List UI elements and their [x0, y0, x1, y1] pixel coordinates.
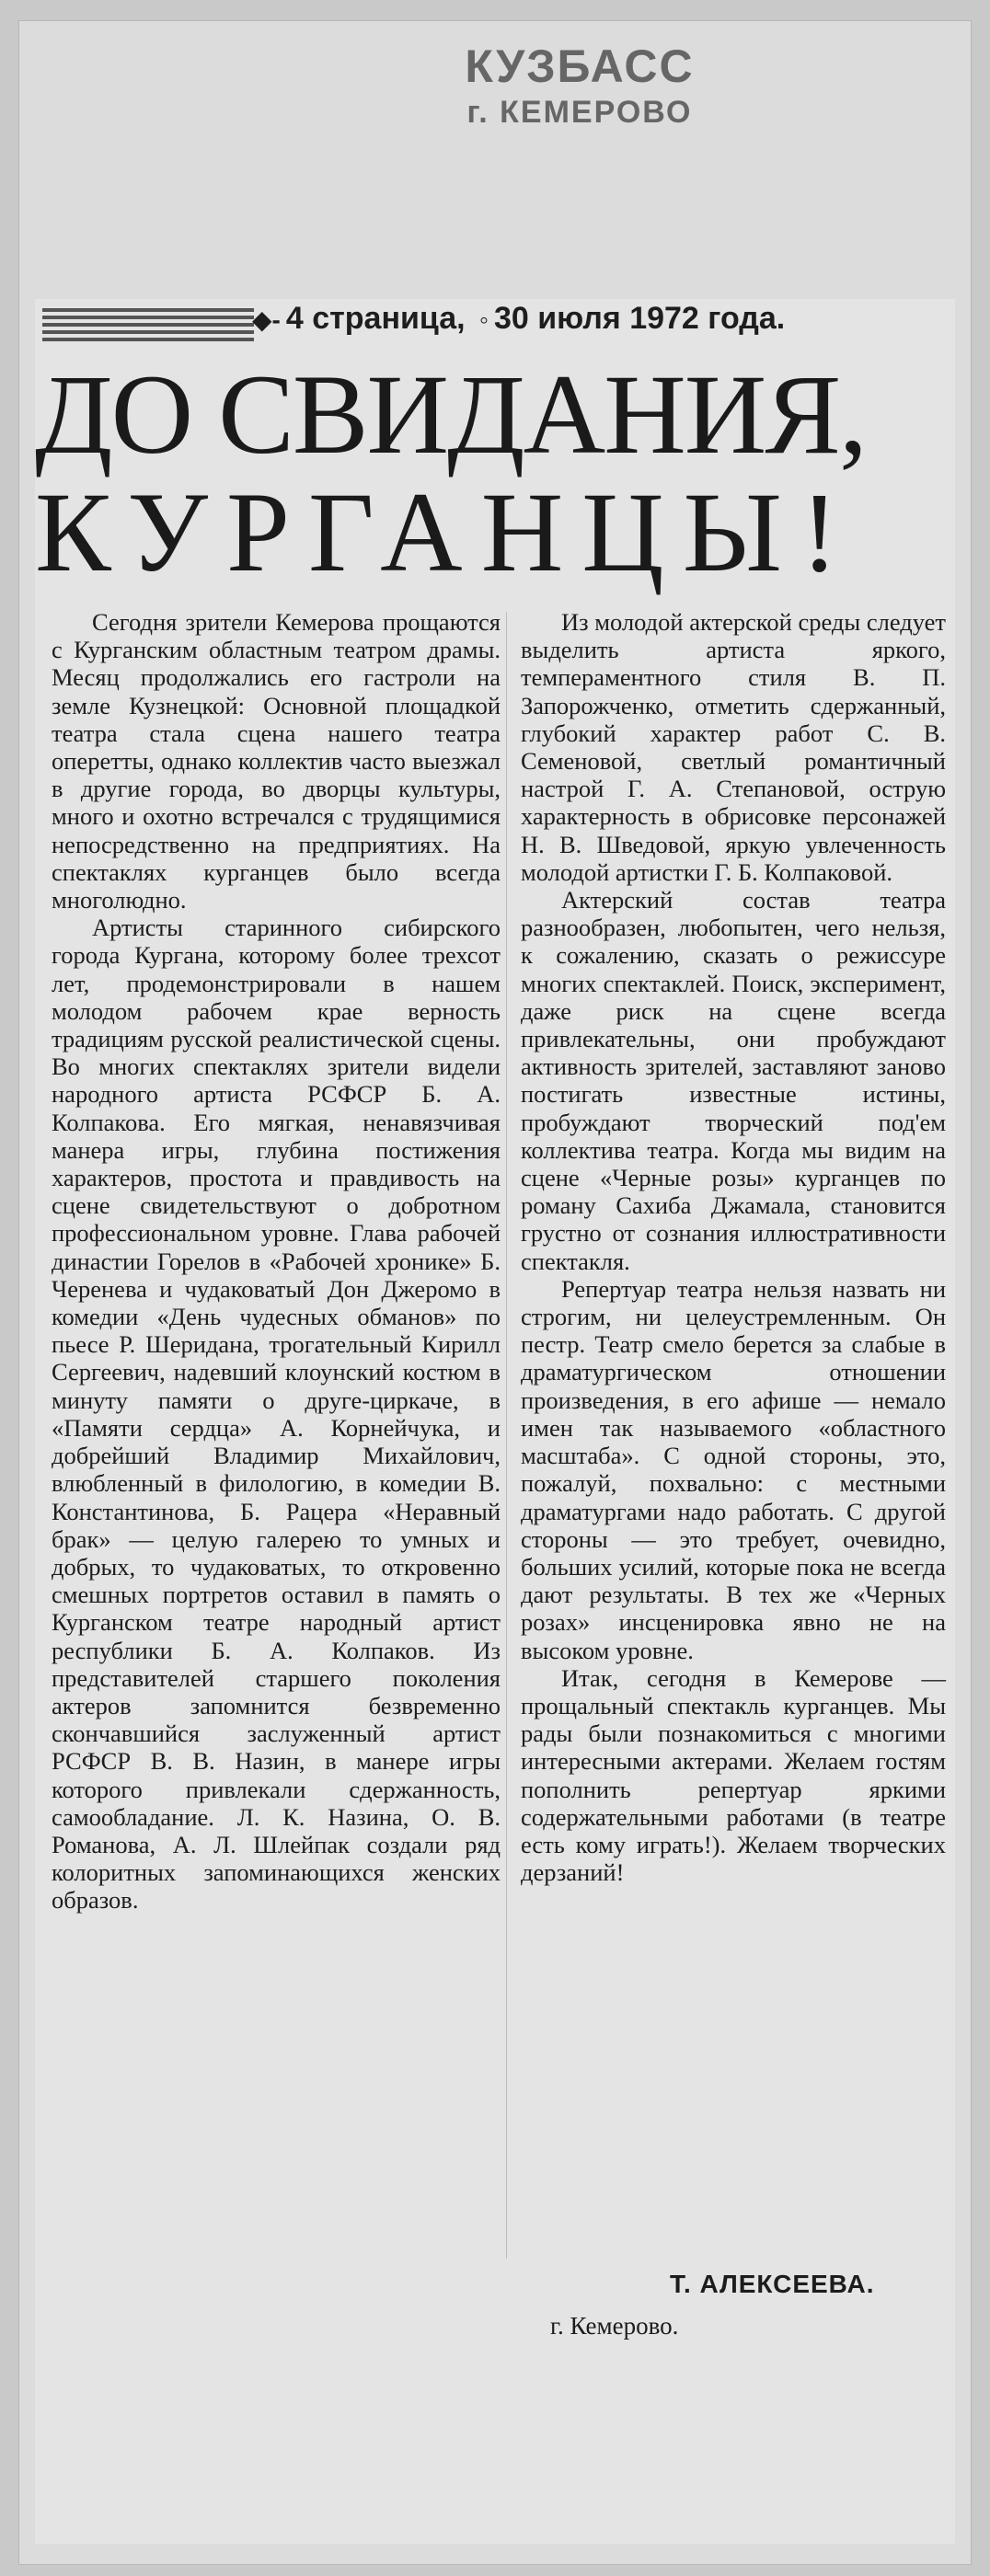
article-headline	[35, 351, 955, 595]
stamp-city: г. КЕМЕРОВО	[466, 95, 693, 130]
newspaper-clipping	[35, 299, 955, 2544]
article-column-left	[52, 608, 501, 1915]
author-signature: Т. АЛЕКСЕЕВА.	[670, 2270, 875, 2298]
issue-date: 30 июля 1972 года.	[493, 301, 786, 336]
headline-line-1: ДО СВИДАНИЯ,	[35, 351, 867, 477]
newspaper-stamp	[386, 40, 773, 131]
page-number: 4 страница,	[285, 301, 466, 336]
paragraph: Сегодня зрители Кемерова прощаются с Курганским областным театром драмы. Месяц продолжались его гастроли на земле Кузнецкой: Основной площадкой театра стала сцена нашего театра оперетты, однако коллектив часто выезжал в другие города, во дворцы культуры, много и охотно встречался с трудящимися непосредственно на предприятиях. На спектаклях курганцев было всегда многолюдно.	[52, 608, 501, 914]
diamond-dot-icon: ◦	[479, 305, 489, 334]
article-column-right	[521, 608, 946, 1886]
paragraph: Артисты старинного сибирского города Кургана, которому более трехсот лет, продемонстрировали в нашем молодом рабочем крае верность традициям русской реалистической сцены. Во многих спектаклях зрители видели народного артиста РСФСР Б. А. Колпакова. Его мягкая, ненавязчивая манера игры, глубина постижения характеров, простота и правдивость на сцене свидетельствуют о добротном профессиональном уровне. Глава рабочей династии Горелов в «Рабочей хронике» Б. Черенева и чудаковатый Дон Джеромо в комедии «День чудесных обманов» по пьесе Р. Шеридана, трогательный Кирилл Сергеевич, надевший клоунский костюм в минуту памяти о друге-циркаче, в «Памяти сердца» А. Корнейчука, и добрейший Владимир Михайлович, влюбленный в филологию, в комедии В. Константинова, Б. Рацера «Неравный брак» — целую галерею то умных и добрых, то чудаковатых, то откровенно смешных портретов оставил в память о Курганском театре народный артист республики Б. А. Колпаков. Из представителей старшего поколения актеров запомнится безвременно скончавшийся заслуженный артист РСФСР В. В. Назин, в манере игры которого привлекали сдержанность, самообладание. Л. К. Назина, О. В. Романова, А. Л. Шлейпак создали ряд колоритных запоминающихся женских образов.	[52, 914, 501, 1915]
paragraph: Итак, сегодня в Кемерове — прощальный спектакль курганцев. Мы рады были познакомиться с многими интересными актерами. Желаем гостям пополнить репертуар яркими содержательными работами (в театре есть кому играть!). Желаем творческих дерзаний!	[521, 1663, 946, 1887]
paragraph: Репертуар театра нельзя назвать ни строгим, ни целеустремленным. Он пестр. Театр смело берется за слабые в драматургическом отношении произведения, в его афише — немало имен так называемого «областного масштаба». С одной стороны, это, пожалуй, похвально: с местными драматургами надо работать. С другой стороны — это требует, очевидно, больших усилий, которые пока не всегда дают результаты. В тех же «Черных розах» инсценировка явно не на высоком уровне.	[521, 1274, 946, 1664]
diamond-arrow-icon: ◆‑	[252, 305, 281, 334]
page-date-line	[247, 301, 955, 337]
stamp-newspaper-name: КУЗБАСС	[465, 40, 695, 92]
decorative-rule-block	[42, 308, 254, 343]
column-divider	[506, 612, 507, 2259]
paragraph: Из молодой актерской среды следует выделить артиста яркого, темпераментного стиля В. П. Запорожченко, отметить сдержанный, глубокий характер работ С. В. Семеновой, светлый романтичный настрой Г. А. Степановой, острую характерность в обрисовке персонажей Н. В. Шведовой, яркую увлеченность молодой артистки Г. Б. Колпаковой.	[521, 608, 946, 886]
author-city: г. Кемерово.	[550, 2312, 679, 2340]
paragraph: Актерский состав театра разнообразен, любопытен, чего нельзя, к сожалению, сказать о режиссуре многих спектаклей. Поиск, эксперимент, даже риск на сцене всегда привлекательны, они пробуждают активность зрителей, заставляют заново постигать известные истины, пробуждают творческий под'ем коллектива театра. Когда мы видим на сцене «Черные розы» курганцев по роману Сахиба Джамала, становится грустно от сознания иллюстративности спектакля.	[521, 886, 946, 1275]
headline-line-2: КУРГАНЦЫ!	[35, 469, 858, 595]
